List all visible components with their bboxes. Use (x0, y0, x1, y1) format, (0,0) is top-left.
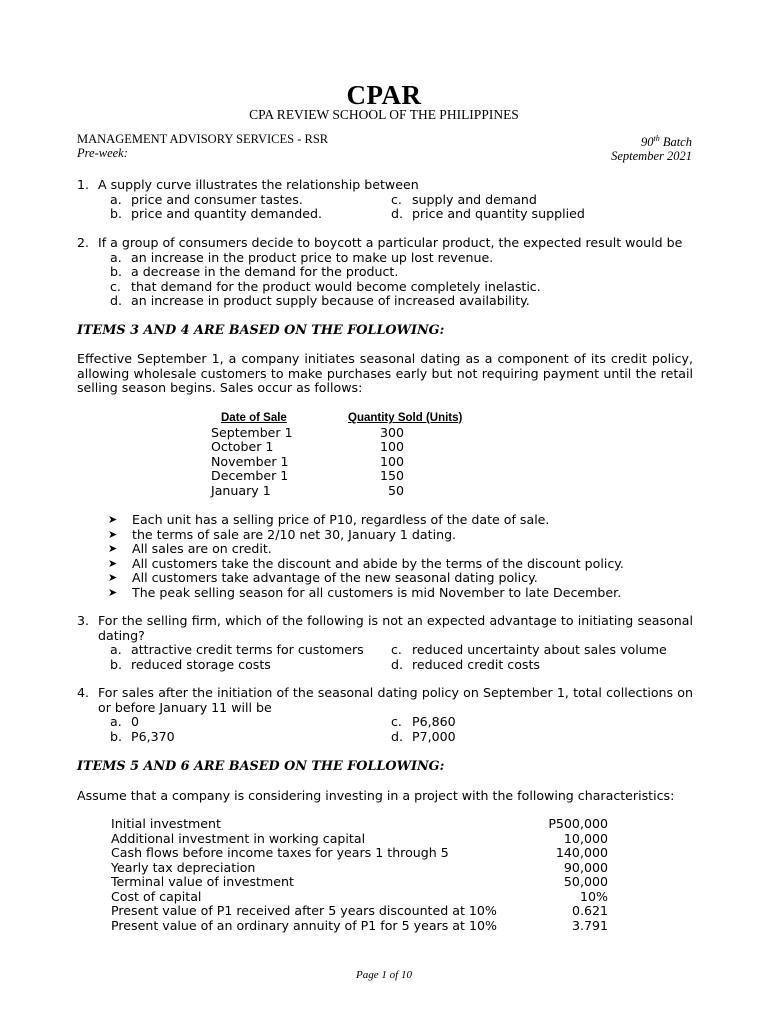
exam-date: September 2021 (611, 149, 692, 164)
option-d: d. reduced credit costs (391, 656, 540, 672)
question-number: 2. (77, 235, 90, 250)
list-item: ➤ All customers take the discount and abide by the terms of the discount policy. (108, 555, 624, 571)
course-header (77, 132, 328, 160)
question-stem: For sales after the initiation of the seasonal dating policy on September 1, total collections on or before January 11 will be (98, 685, 693, 715)
option-d: d. an increase in product supply because of increased availability. (110, 293, 530, 308)
document-title: CPAR (346, 80, 422, 110)
option-c: c. reduced uncertainty about sales volume (391, 642, 667, 657)
question-options (110, 193, 693, 222)
question-2 (77, 236, 693, 309)
question-options (110, 643, 693, 672)
table-row: October 1 100 (211, 439, 404, 454)
table-header-row (211, 411, 462, 426)
sales-table (211, 411, 462, 498)
option-c: c. that demand for the product would become completely inelastic. (110, 278, 541, 294)
scenario-paragraph: Effective September 1, a company initiates seasonal dating as a component of its credit policy, allowing wholesale customers to make purchases early but not requiring payment until the retail selling season begins. Sales occur as follows: (77, 351, 693, 395)
table-row: Cash flows before income taxes for years 1 through 5 140,000 (111, 845, 608, 860)
question-number: 1. (77, 177, 90, 192)
list-item: ➤ All sales are on credit. (108, 541, 272, 556)
question-number: 4. (77, 685, 90, 700)
list-item: ➤ Each unit has a selling price of P10, regardless of the date of sale. (108, 512, 550, 527)
column-header-quantity: Quantity Sold (Units) (348, 412, 463, 424)
question-stem: If a group of consumers decide to boycott a particular product, the expected result would be (98, 235, 683, 250)
question-options (110, 715, 693, 744)
option-a: a. attractive credit terms for customers (110, 642, 364, 657)
question-number: 3. (77, 613, 90, 628)
arrowhead-bullet-icon: ➤ (108, 513, 118, 526)
column-header-date: Date of Sale (221, 412, 287, 424)
question-3 (77, 614, 693, 672)
arrowhead-bullet-icon: ➤ (108, 527, 118, 541)
batch-label: 90th Batch (640, 134, 692, 150)
question-stem: A supply curve illustrates the relationship between (98, 177, 419, 192)
assumption-list (108, 513, 624, 600)
question-4 (77, 686, 693, 744)
option-b: b. price and quantity demanded. (110, 206, 322, 221)
option-d: d. price and quantity supplied (391, 206, 585, 221)
option-d: d. P7,000 (391, 728, 456, 744)
list-item: ➤ All customers take advantage of the new seasonal dating policy. (108, 570, 538, 585)
question-1 (77, 178, 693, 222)
option-b: b. a decrease in the demand for the product. (110, 264, 399, 279)
table-row: Yearly tax depreciation 90,000 (111, 859, 608, 875)
table-row: Additional investment in working capital 10,000 (111, 830, 608, 846)
option-a: a. an increase in the product price to make up lost revenue. (110, 249, 494, 265)
option-a: a. 0 (110, 714, 140, 729)
session-label: Pre-week: (77, 146, 128, 160)
question-stem: For the selling firm, which of the following is not an expected advantage to initiating seasonal dating? (98, 613, 693, 643)
table-row: Cost of capital 10% (111, 888, 608, 904)
option-c: c. supply and demand (391, 191, 537, 207)
page-number: Page 1 of 10 (356, 969, 412, 981)
table-row: November 1 100 (211, 453, 404, 469)
option-c: c. P6,860 (391, 714, 456, 729)
table-row: Terminal value of investment 50,000 (111, 874, 608, 889)
arrowhead-bullet-icon: ➤ (108, 571, 118, 584)
section-heading-items-5-6: ITEMS 5 AND 6 ARE BASED ON THE FOLLOWING: (77, 759, 445, 774)
arrowhead-bullet-icon: ➤ (108, 556, 118, 570)
course-name: MANAGEMENT ADVISORY SERVICES - RSR (77, 132, 329, 146)
arrowhead-bullet-icon: ➤ (108, 542, 118, 555)
option-b: b. reduced storage costs (110, 656, 271, 672)
table-row: Present value of P1 received after 5 years discounted at 10% 0.621 (111, 903, 608, 918)
option-a: a. price and consumer tastes. (110, 191, 303, 207)
school-name: CPA REVIEW SCHOOL OF THE PHILIPPINES (249, 107, 519, 122)
batch-header (611, 132, 692, 163)
table-row: September 1 300 (211, 424, 404, 440)
project-characteristics-table (111, 817, 608, 933)
question-options (110, 251, 693, 309)
project-intro: Assume that a company is considering investing in a project with the following characteristics: (77, 788, 675, 803)
section-heading-items-3-4: ITEMS 3 AND 4 ARE BASED ON THE FOLLOWING: (77, 323, 445, 338)
table-row: December 1 150 (211, 468, 404, 483)
list-item: ➤ the terms of sale are 2/10 net 30, January 1 dating. (108, 526, 457, 542)
table-row: January 1 50 (211, 482, 404, 498)
arrowhead-bullet-icon: ➤ (108, 585, 118, 599)
list-item: ➤ The peak selling season for all customers is mid November to late December. (108, 584, 622, 600)
table-row: Initial investment P500,000 (111, 816, 608, 831)
option-b: b. P6,370 (110, 728, 175, 744)
table-row: Present value of an ordinary annuity of P1 for 5 years at 10% 3.791 (111, 917, 608, 933)
